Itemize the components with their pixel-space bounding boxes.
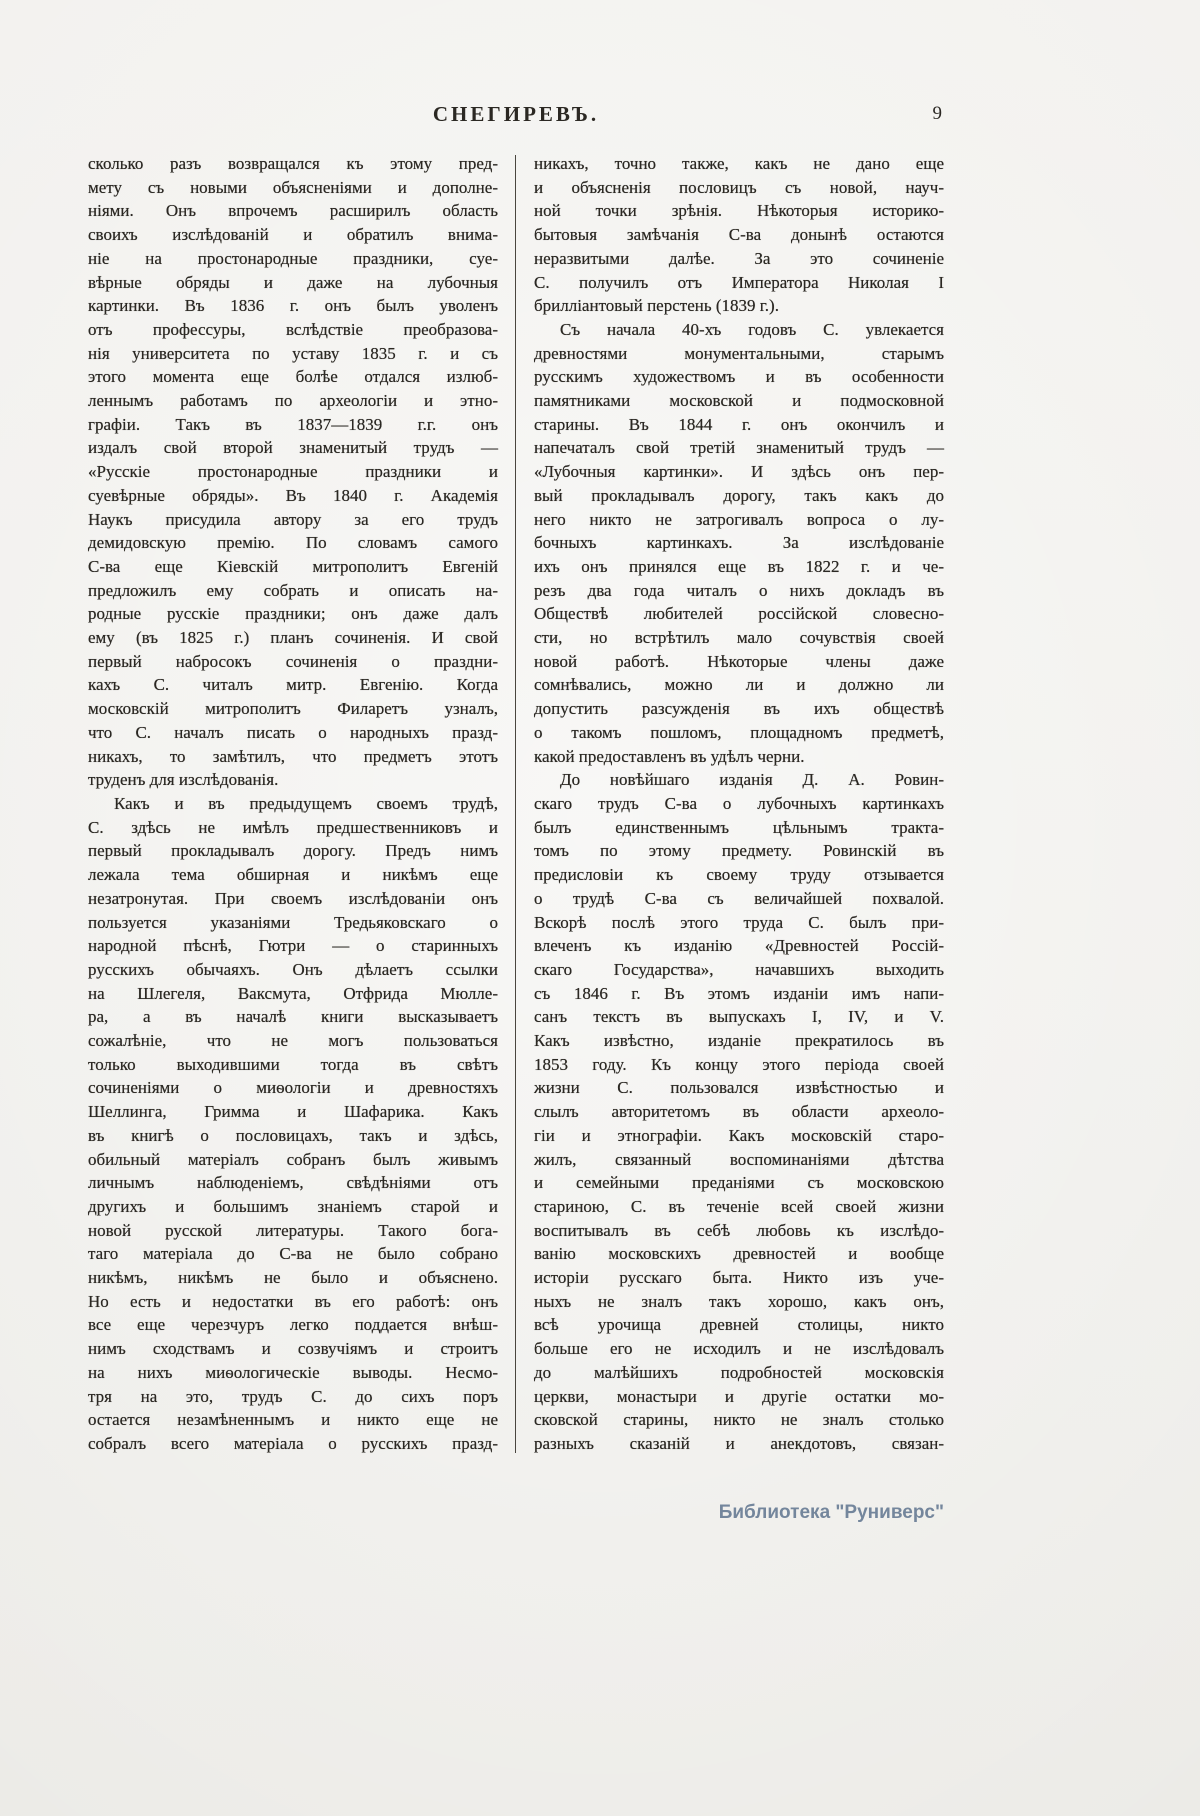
text-line: въ книгѣ о пословицахъ, такъ и здѣсь,: [88, 1125, 498, 1145]
paragraph: [88, 792, 498, 1456]
text-line: томъ по этому предмету. Ровинскій въ: [534, 841, 944, 861]
text-line: народной пѣснѣ, Гютри — о старинныхъ: [88, 936, 498, 956]
text-line: только выходившими тогда въ свѣтъ: [88, 1054, 498, 1074]
text-line: лежала тема обширная и никѣмъ еще: [88, 865, 498, 885]
text-line: Обществѣ любителей россійской словесно-: [534, 604, 944, 624]
text-line: 1853 году. Къ концу этого періода своей: [534, 1054, 944, 1074]
text-line: былъ единственнымъ цѣльнымъ тракта-: [534, 817, 944, 837]
page-title: СНЕГИРЕВЪ.: [432, 102, 600, 126]
text-line: бытовыя замѣчанія С-ва донынѣ остаются: [534, 225, 944, 245]
text-line: жилъ, связанный воспоминаніями дѣтства: [534, 1149, 944, 1169]
text-line: памятниками московской и подмосковной: [534, 391, 944, 411]
paragraph: [534, 318, 944, 768]
text-line: него никто не затрогивалъ вопроса о лу-: [534, 509, 944, 529]
text-line: напечаталъ свой третій знаменитый трудъ —: [534, 438, 944, 458]
text-line: До новѣйшаго изданія Д. А. Ровин-: [560, 770, 944, 790]
text-line: воспитывалъ въ себѣ любовь къ изслѣдо-: [534, 1220, 944, 1240]
text-line: таго матеріала до С-ва не было собрано: [88, 1244, 498, 1264]
text-line: ніе на простонародные праздники, суе-: [88, 248, 498, 268]
text-line: «Лубочныя картинки». И здѣсь онъ пер-: [534, 462, 944, 482]
text-line: неразвитыми далѣе. За это сочиненіе: [534, 248, 944, 268]
text-line: брилліантовый перстень (1839 г.).: [534, 296, 779, 316]
text-line: незатронутая. При своемъ изслѣдованіи онъ: [88, 888, 498, 908]
text-line: церкви, монастыри и другіе остатки мо-: [534, 1386, 944, 1406]
text-line: картинки. Въ 1836 г. онъ былъ уволенъ: [88, 296, 498, 316]
right-column: [534, 152, 944, 1456]
text-line: ной точки зрѣнія. Нѣкоторыя историко-: [534, 201, 944, 221]
text-line: жизни С. пользовался извѣстностью и: [534, 1078, 944, 1098]
text-line: Но есть и недостатки въ его работѣ: онъ: [88, 1291, 498, 1311]
text-line: предложилъ ему собрать и описать на-: [88, 580, 498, 600]
text-line: новой русской литературы. Такого бога-: [88, 1220, 498, 1240]
text-line: вый прокладывалъ дорогу, такъ какъ до: [534, 485, 944, 505]
text-line: до малѣйшихъ подробностей московскія: [534, 1362, 944, 1382]
text-line: С. здѣсь не имѣлъ предшественниковъ и: [88, 817, 498, 837]
text-line: разныхъ сказаній и анекдотовъ, связан-: [534, 1433, 944, 1453]
text-line: слылъ авторитетомъ въ области археоло-: [534, 1102, 944, 1122]
text-line: издалъ свой второй знаменитый трудъ —: [88, 438, 498, 458]
text-line: демидовскую премію. По словамъ самого: [88, 533, 498, 553]
text-line: никѣмъ, никѣмъ не было и объяснено.: [88, 1268, 498, 1288]
watermark: Библиотека "Руниверс": [718, 1502, 944, 1523]
text-line: Съ начала 40-хъ годовъ С. увлекается: [560, 319, 944, 339]
text-line: гіи и этнографіи. Какъ московскій старо-: [534, 1125, 944, 1145]
text-line: обильный матеріалъ собранъ былъ живымъ: [88, 1149, 498, 1169]
text-line: Какъ и въ предыдущемъ своемъ трудѣ,: [114, 793, 498, 813]
text-line: Шеллинга, Гримма и Шафарика. Какъ: [88, 1102, 498, 1122]
text-line: съ 1846 г. Въ этомъ изданіи имъ напи-: [534, 983, 944, 1003]
text-line: этого момента еще болѣе отдался излюб-: [88, 367, 498, 387]
text-line: первый набросокъ сочиненія о праздни-: [88, 651, 498, 671]
text-line: графіи. Такъ въ 1837—1839 г.г. онъ: [88, 414, 498, 434]
text-line: о трудѣ С-ва съ величайшей похвалой.: [534, 888, 944, 908]
text-line: на нихъ миѳологическіе выводы. Несмо-: [88, 1362, 498, 1382]
text-line: сковской старины, никто не зналъ столько: [534, 1410, 944, 1430]
text-line: новой работѣ. Нѣкоторые члены даже: [534, 651, 944, 671]
text-line: скаго Государства», начавшихъ выходить: [534, 959, 944, 979]
text-line: все еще черезчуръ легко поддается внѣш-: [88, 1315, 498, 1335]
paragraph: [88, 152, 498, 792]
text-line: отъ профессуры, вслѣдствіе преобразова-: [88, 319, 498, 339]
text-line: родные русскіе праздники; онъ даже далъ: [88, 604, 498, 624]
text-line: кахъ С. читалъ митр. Евгенію. Когда: [88, 675, 498, 695]
text-line: ему (въ 1825 г.) планъ сочиненія. И свой: [88, 628, 498, 648]
text-line: суевѣрные обряды». Въ 1840 г. Академія: [88, 485, 498, 505]
paragraph: [534, 768, 944, 1455]
text-line: влеченъ къ изданію «Древностей Россій-: [534, 936, 944, 956]
text-line: ныхъ не зналъ такъ хорошо, какъ онъ,: [534, 1291, 944, 1311]
text-line: леннымъ работамъ по археологіи и этно-: [88, 391, 498, 411]
page-number: 9: [932, 103, 942, 124]
text-line: сти, но встрѣтилъ мало сочувствія своей: [534, 628, 944, 648]
text-line: ванію московскихъ древностей и вообще: [534, 1244, 944, 1264]
text-line: резъ два года читалъ о нихъ докладъ въ: [534, 580, 944, 600]
text-line: своихъ изслѣдованій и обратилъ внима-: [88, 225, 498, 245]
text-line: что С. началъ писать о народныхъ празд-: [88, 722, 498, 742]
text-line: Наукъ присудила автору за его трудъ: [88, 509, 498, 529]
text-line: сожалѣніе, что не могъ пользоваться: [88, 1031, 498, 1051]
text-line: русскихъ обычаяхъ. Онъ дѣлаетъ ссылки: [88, 959, 498, 979]
text-line: ихъ онъ принялся еще въ 1822 г. и че-: [534, 556, 944, 576]
left-column: [88, 152, 498, 1456]
text-line: стариною, С. въ теченіе всей своей жизни: [534, 1196, 944, 1216]
text-line: сочиненіями о миѳологіи и древностяхъ: [88, 1078, 498, 1098]
page-content: [88, 0, 944, 1816]
text-line: и семейными преданіями съ московскою: [534, 1173, 944, 1193]
text-line: ніями. Онъ впрочемъ расширилъ область: [88, 201, 498, 221]
text-line: никахъ, точно также, какъ не дано еще: [534, 154, 944, 173]
text-line: нимъ сходствамъ и созвучіямъ и строитъ: [88, 1339, 498, 1359]
text-line: Вскорѣ послѣ этого труда С. былъ при-: [534, 912, 944, 932]
text-line: вѣрные обряды и даже на лубочныя: [88, 272, 498, 292]
text-line: старины. Въ 1844 г. онъ окончилъ и: [534, 414, 944, 434]
text-line: нія университета по уставу 1835 г. и съ: [88, 343, 498, 363]
text-line: ра, а въ началѣ книги высказываетъ: [88, 1007, 498, 1027]
text-line: древностями монументальными, старымъ: [534, 343, 944, 363]
text-line: Какъ извѣстно, изданіе прекратилось въ: [534, 1031, 944, 1051]
text-line: сколько разъ возвращался къ этому пред-: [88, 154, 498, 173]
text-line: собралъ всего матеріала о русскихъ празд-: [88, 1433, 498, 1453]
text-line: предисловіи къ своему труду отзывается: [534, 865, 944, 885]
text-line: «Русскіе простонародные праздники и: [88, 462, 498, 482]
text-line: никахъ, то замѣтилъ, что предметъ этотъ: [88, 746, 498, 766]
text-line: С. получилъ отъ Императора Николая I: [534, 272, 944, 292]
text-line: мету съ новыми объясненіями и дополне-: [88, 177, 498, 197]
text-line: бочныхъ картинкахъ. За изслѣдованіе: [534, 533, 944, 553]
text-line: другихъ и большимъ знаніемъ старой и: [88, 1196, 498, 1216]
page-header: [88, 0, 944, 130]
text-line: сомнѣвались, можно ли и должно ли: [534, 675, 944, 695]
text-columns: [88, 152, 944, 1456]
text-line: всѣ урочища древней столицы, никто: [534, 1315, 944, 1335]
text-line: и объясненія пословицъ съ новой, науч-: [534, 177, 944, 197]
text-line: какой предоставленъ въ удѣлъ черни.: [534, 746, 805, 766]
text-line: С-ва еще Кіевскій митрополитъ Евгеній: [88, 556, 498, 576]
text-line: первый прокладывалъ дорогу. Предъ нимъ: [88, 841, 498, 861]
text-line: допустить разсужденія въ ихъ обществѣ: [534, 699, 944, 719]
text-line: личнымъ наблюденіемъ, свѣдѣніями отъ: [88, 1173, 498, 1193]
text-line: больше его не исходилъ и не изслѣдовалъ: [534, 1339, 944, 1359]
text-line: на Шлегеля, Ваксмута, Отфрида Мюлле-: [88, 983, 498, 1003]
paragraph: [534, 152, 944, 318]
text-line: санъ текстъ въ выпускахъ I, IV, и V.: [534, 1007, 944, 1027]
text-line: труденъ для изслѣдованія.: [88, 770, 279, 790]
column-divider: [515, 155, 516, 1453]
text-line: о такомъ пошломъ, площадномъ предметѣ,: [534, 722, 944, 742]
text-line: остается незамѣненнымъ и никто еще не: [88, 1410, 498, 1430]
text-line: исторіи русскаго быта. Никто изъ уче-: [534, 1268, 944, 1288]
text-line: московскій митрополитъ Филаретъ узналъ,: [88, 699, 498, 719]
text-line: скаго трудъ С-ва о лубочныхъ картинкахъ: [534, 793, 944, 813]
text-line: русскимъ художествомъ и въ особенности: [534, 367, 944, 387]
text-line: тря на это, трудъ С. до сихъ поръ: [88, 1386, 498, 1406]
text-line: пользуется указаніями Тредьяковскаго о: [88, 912, 498, 932]
